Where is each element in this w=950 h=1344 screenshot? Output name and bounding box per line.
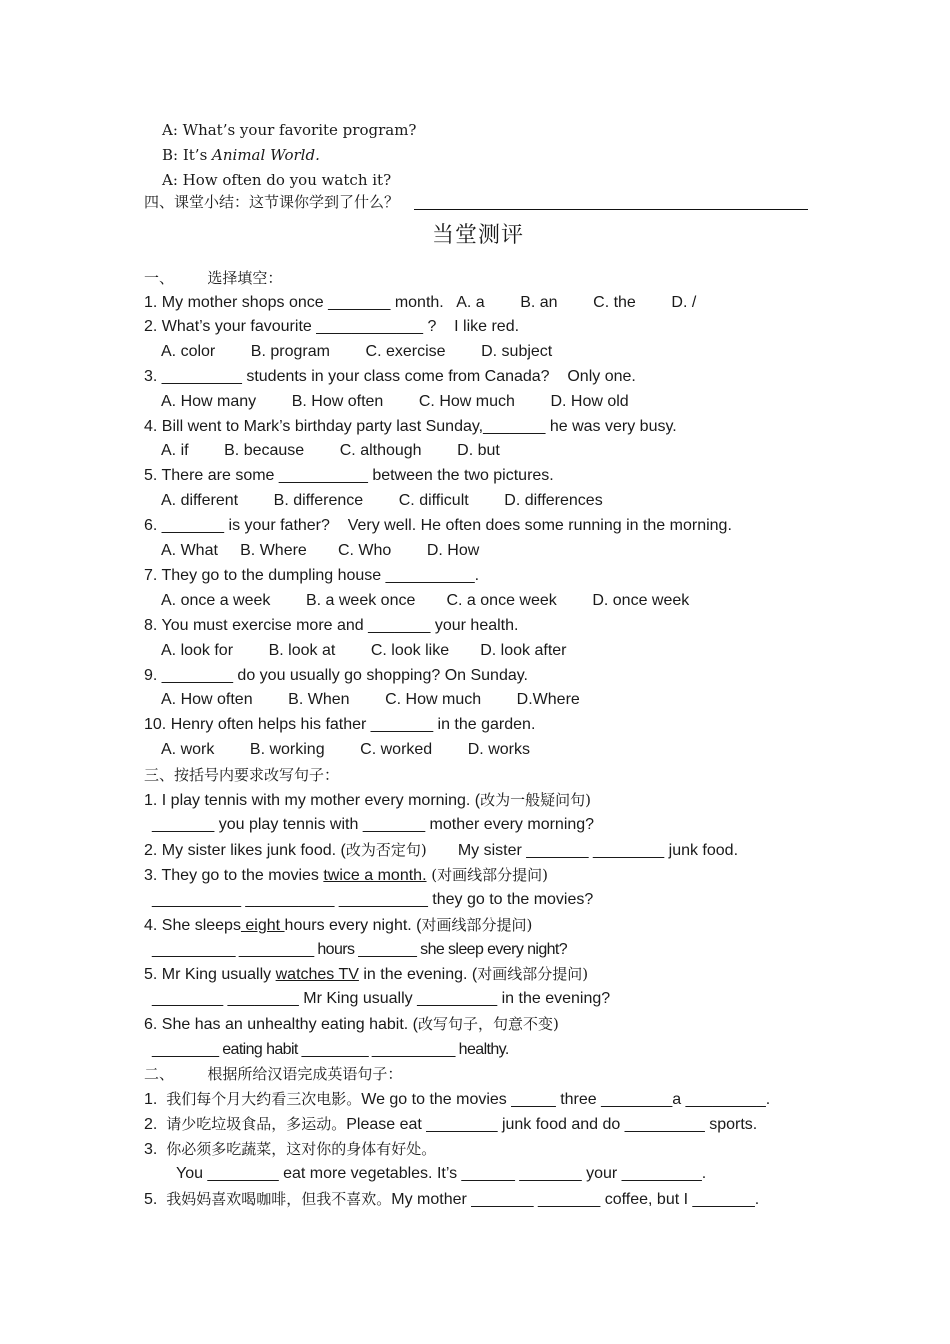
question-5-options: A. different B. difference C. difficult D. differences [161,492,603,509]
rewrite-4-sentence: 4. She sleeps [144,917,241,934]
translate-5 [144,1189,759,1210]
question-1: 1. My mother shops once _______ month. A. a B. an C. the D. / [144,294,697,311]
rewrite-3-answer: __________ __________ __________ they go to the movies? [152,891,594,908]
question-10-options: A. work B. working C. worked D. works [161,741,530,758]
section-2-heading: 二、 根据所给汉语完成英语句子： [144,1065,403,1083]
translate-2 [144,1114,757,1135]
rewrite-4-instruction: 对画线部分提问) [421,916,533,934]
dialogue-line-3: A: How often do you watch it? [162,171,392,189]
question-7-options: A. once a week B. a week once C. a once week D. once week [161,592,690,609]
rewrite-6-instruction: 改写句子，句意不变) [417,1015,559,1033]
rewrite-1 [144,790,591,811]
rewrite-5-answer: ________ ________ Mr King usually _________ in the evening? [152,990,611,1007]
rewrite-4-underlined: eight [240,917,285,934]
question-9-options: A. How often B. When C. How much D.Where [161,691,580,708]
summary-prompt: 四、课堂小结：这节课你学到了什么？ [144,193,400,211]
rewrite-4-sentence-end: hours every night. ( [284,917,422,934]
translate-2-english: Please eat ________ junk food and do _________ sports. [346,1116,758,1133]
rewrite-2-sentence: 2. My sister likes junk food. ( [144,842,346,859]
question-2-options: A. color B. program C. exercise D. subject [161,343,553,360]
translate-2-number: 2. [144,1116,167,1133]
translate-3-chinese: 你必须多吃蔬菜，这对你的身体有好处。 [166,1140,437,1158]
question-9: 9. ________ do you usually go shopping? On Sunday. [144,667,528,684]
rewrite-3 [144,865,548,886]
translate-5-english: My mother _______ _______ coffee, but I _______. [391,1191,760,1208]
rewrite-1-answer: _______ you play tennis with _______ mother every morning? [152,816,595,833]
question-7: 7. They go to the dumpling house __________. [144,567,480,584]
question-8-options: A. look for B. look at C. look like D. look after [161,642,567,659]
rewrite-6-sentence: 6. She has an unhealthy eating habit. ( [144,1016,418,1033]
rewrite-3-sentence: 3. They go to the movies [144,867,324,884]
question-3-options: A. How many B. How often C. How much D. How old [161,393,629,410]
rewrite-3-instruction: (对画线部分提问) [426,866,548,884]
translate-3-answer: You ________ eat more vegetables. It’s ______ _______ your _________. [176,1165,707,1182]
translate-2-chinese: 请少吃垃圾食品，多运动。 [166,1115,347,1133]
question-6-options: A. What B. Where C. Who D. How [161,542,480,559]
program-name: Animal World. [212,146,320,164]
rewrite-6-answer: ________ eating habit ________ __________ healthy. [152,1041,509,1058]
question-3: 3. _________ students in your class come from Canada? Only one. [144,368,636,385]
translate-1-chinese: 我们每个月大约看三次电影。 [166,1090,362,1108]
translate-1-number: 1. [144,1091,167,1108]
section-1-heading: 一、 选择填空： [144,269,283,287]
question-8: 8. You must exercise more and _______ your health. [144,617,519,634]
question-4: 4. Bill went to Mark’s birthday party last Sunday,_______ he was very busy. [144,418,677,435]
dialogue-line-2 [162,145,320,165]
summary-answer-line [414,209,808,210]
page-title: 当堂测评 [432,223,525,248]
translate-1 [144,1089,770,1110]
translate-3 [144,1139,436,1160]
section-3-heading: 三、按括号内要求改写句子： [144,766,340,784]
translate-5-chinese: 我妈妈喜欢喝咖啡，但我不喜欢。 [166,1190,392,1208]
question-4-options: A. if B. because C. although D. but [161,442,500,459]
rewrite-4-answer: __________ _________ hours _______ she sleep every night? [152,941,568,958]
rewrite-2-instruction: 改为否定句) [345,841,427,859]
rewrite-5 [144,964,588,985]
rewrite-5-sentence: 5. Mr King usually [144,966,276,983]
rewrite-2-answer: My sister _______ ________ junk food. [426,842,739,859]
rewrite-3-underlined: twice a month. [323,867,427,884]
rewrite-6 [144,1014,559,1035]
translate-3-number: 3. [144,1141,167,1158]
question-2: 2. What’s your favourite ____________ ? I like red. [144,318,520,335]
dialogue-line-2-text: B: It’s [162,146,213,164]
rewrite-2 [144,840,738,861]
translate-1-english: We go to the movies _____ three ________a _________. [361,1091,771,1108]
rewrite-5-instruction: 对画线部分提问) [477,965,589,983]
rewrite-4 [144,915,532,936]
rewrite-1-instruction: 改为一般疑问句) [480,791,591,809]
rewrite-5-sentence-end: in the evening. ( [358,966,478,983]
rewrite-1-sentence: 1. I play tennis with my mother every morning. ( [144,792,481,809]
dialogue-line-1: A: What’s your favorite program? [162,121,417,139]
question-10: 10. Henry often helps his father _______ in the garden. [144,716,536,733]
translate-5-number: 5. [144,1191,167,1208]
rewrite-5-underlined: watches TV [275,966,359,983]
question-5: 5. There are some __________ between the two pictures. [144,467,554,484]
question-6: 6. _______ is your father? Very well. He often does some running in the morning. [144,517,732,534]
